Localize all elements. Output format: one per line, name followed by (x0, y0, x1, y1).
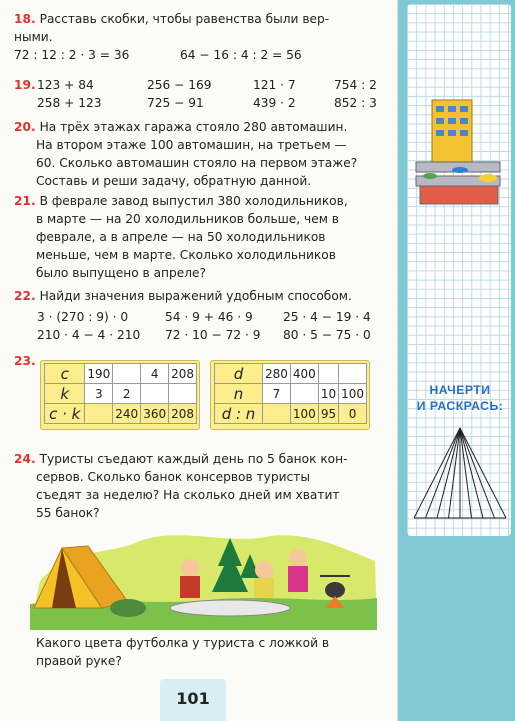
table-cell: 100 (290, 404, 318, 424)
car (423, 173, 437, 179)
expression-column (37, 308, 165, 344)
table-row (45, 404, 197, 424)
table-cell: 400 (290, 364, 318, 384)
task-number: 22. (14, 289, 36, 303)
task-text: На втором этаже 100 автомашин, на третьем — (36, 138, 347, 152)
table-1 (44, 363, 197, 424)
table-cell: 208 (169, 404, 197, 424)
task-text: На трёх этажах гаража стояло 280 автомашин. (39, 120, 348, 134)
tourist-head (289, 549, 307, 567)
task-text: Найди значения выражений удобным способом. (39, 289, 352, 303)
tourist-shirt (180, 576, 200, 598)
fan-line (449, 428, 461, 518)
task-24 (14, 450, 348, 522)
table-header-cell: c (45, 364, 85, 384)
table-cell: 190 (85, 364, 113, 384)
equation: 72 : 12 : 2 · 3 = 36 (14, 48, 130, 62)
task-18-equations (14, 46, 389, 64)
table-row (215, 384, 367, 404)
task-text: Составь и реши задачу, обратную данной. (36, 174, 312, 188)
task-20-line (14, 118, 357, 136)
task-number: 23. (14, 354, 36, 368)
expression: 80 · 5 − 75 · 0 (283, 328, 371, 342)
task-24-question (14, 634, 329, 670)
camping-illustration (30, 526, 377, 630)
table-cell (263, 404, 291, 424)
table-cell: 208 (169, 364, 197, 384)
expression: 852 : 3 (334, 96, 377, 110)
table-header-cell: n (215, 384, 263, 404)
expression-column (253, 76, 334, 112)
table-cell: 240 (113, 404, 141, 424)
expression: 25 · 4 − 19 · 4 (283, 310, 371, 324)
draw-and-color-label (408, 382, 512, 414)
expression-column (165, 308, 283, 344)
task-text: правой руке? (36, 654, 122, 668)
task-text: В феврале завод выпустил 380 холодильников, (39, 194, 348, 208)
task-text: меньше, чем в марте. Сколько холодильников (36, 248, 336, 262)
expression-column (283, 308, 371, 344)
fan-line (460, 428, 495, 518)
table-header-cell: c · k (45, 404, 85, 424)
backpack (110, 599, 146, 617)
table-header-cell: k (45, 384, 85, 404)
expression: 54 · 9 + 46 · 9 (165, 310, 253, 324)
task-19-expressions (37, 76, 377, 112)
tourist-head (181, 559, 199, 577)
table-cell: 280 (263, 364, 291, 384)
table-cell: 4 (141, 364, 169, 384)
table-header-cell: d (215, 364, 263, 384)
fan-line (414, 428, 460, 518)
fan-line (437, 428, 460, 518)
expression: 439 · 2 (253, 96, 296, 110)
expression-column (147, 76, 253, 112)
task-text: феврале, а в апреле — на 50 холодильников (36, 230, 326, 244)
task-text: Расставь скобки, чтобы равенства были вер- (39, 12, 330, 26)
car (479, 174, 497, 182)
task-text: Туристы съедают каждый день по 5 банок кон- (39, 452, 348, 466)
task-number: 18. (14, 12, 36, 26)
task-text: 55 банок? (36, 506, 100, 520)
expression: 258 + 123 (37, 96, 102, 110)
table-row (215, 404, 367, 424)
table-cell: 100 (339, 384, 367, 404)
task-18 (14, 10, 389, 64)
task-number: 19. (14, 78, 36, 92)
task-text: в марте — на 20 холодильников больше, чем в (36, 212, 339, 226)
table-cell: 95 (318, 404, 338, 424)
task-21 (14, 192, 348, 282)
task-23-number (14, 352, 40, 370)
task-number: 20. (14, 120, 36, 134)
expression-column (37, 76, 147, 112)
pot (325, 582, 345, 598)
table-cell: 10 (318, 384, 338, 404)
task-text: Какого цвета футболка у туриста с ложкой в (36, 636, 330, 650)
task-text: было выпущено в апреле? (36, 266, 207, 280)
expression: 72 · 10 − 72 · 9 (165, 328, 261, 342)
page-number-box (160, 679, 226, 721)
table-cell: 0 (339, 404, 367, 424)
table-cell (318, 364, 338, 384)
fan-line (460, 428, 483, 518)
table-cell: 3 (85, 384, 113, 404)
table-header-cell: d : n (215, 404, 263, 424)
draw-label-line: НАЧЕРТИ (429, 383, 491, 397)
table-cell (169, 384, 197, 404)
table-cell (339, 364, 367, 384)
task-text: 60. Сколько автомашин стояло на первом этаже? (36, 156, 358, 170)
task-21-line (14, 192, 348, 210)
table-cell: 360 (141, 404, 169, 424)
task-18-line-2: ными. (14, 30, 53, 44)
task-number: 21. (14, 194, 36, 208)
table-row (45, 364, 197, 384)
expression: 210 · 4 − 4 · 210 (37, 328, 141, 342)
expression: 725 − 91 (147, 96, 204, 110)
task-20 (14, 118, 357, 190)
expression: 256 − 169 (147, 78, 212, 92)
fan-line (426, 428, 461, 518)
table-cell (113, 364, 141, 384)
table-cell: 2 (113, 384, 141, 404)
equation: 64 − 16 : 4 : 2 = 56 (180, 48, 302, 62)
tourist-head (255, 561, 273, 579)
parking-garage-illustration (410, 80, 510, 210)
expression: 123 + 84 (37, 78, 94, 92)
fan-line (460, 428, 472, 518)
expression: 754 : 2 (334, 78, 377, 92)
tourist-shirt (288, 566, 308, 592)
line-fan-drawing (412, 426, 508, 526)
expression-column (334, 76, 377, 112)
page-number: 101 (176, 689, 210, 708)
table-cell (290, 384, 318, 404)
draw-label-line: И РАСКРАСЬ: (416, 399, 504, 413)
task-22-line (14, 287, 352, 305)
fan-line (460, 428, 506, 518)
expression: 3 · (270 : 9) · 0 (37, 310, 129, 324)
task-number: 24. (14, 452, 36, 466)
task-22-expressions (37, 308, 371, 344)
table-cell (85, 404, 113, 424)
table-row (215, 364, 367, 384)
birch-log (170, 600, 290, 616)
task-22 (14, 287, 352, 305)
table-row (45, 384, 197, 404)
expression: 121 · 7 (253, 78, 296, 92)
table-2 (214, 363, 367, 424)
garage-base (420, 186, 498, 204)
task-text: съедят за неделю? На сколько дней им хватит (36, 488, 340, 502)
task-18-line-1 (14, 10, 389, 28)
task-text: сервов. Сколько банок консервов туристы (36, 470, 310, 484)
car (452, 167, 468, 173)
task-19-number (14, 76, 40, 94)
tourist-shirt (254, 578, 274, 598)
table-cell (141, 384, 169, 404)
task-24-line (14, 450, 348, 468)
table-cell: 7 (263, 384, 291, 404)
